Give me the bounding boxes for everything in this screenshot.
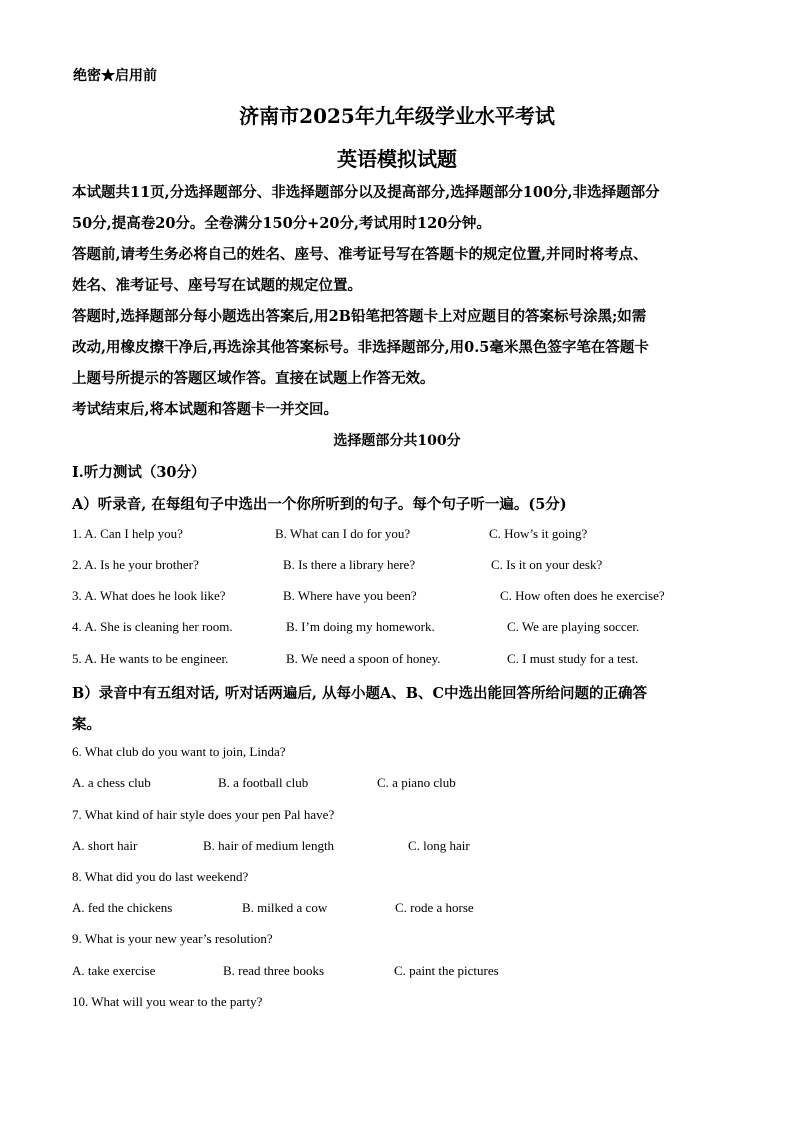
question-option-c: C. a piano club	[377, 775, 456, 790]
secret-label: 绝密★启用前	[73, 68, 157, 84]
question-option-c: C. I must study for a test.	[507, 651, 639, 666]
question-stem: 6. What club do you want to join, Linda?	[72, 744, 286, 759]
question-option-c: C. paint the pictures	[394, 963, 499, 978]
question-option-c: C. We are playing soccer.	[507, 619, 640, 634]
question-option-c: C. long hair	[408, 838, 470, 853]
part-b-instruction: B）录音中有五组对话, 听对话两遍后, 从每小题A、B、C中选出能回答所给问题的正确答	[72, 685, 647, 702]
question-option-a: 5. A. He wants to be engineer.	[72, 651, 229, 666]
question-option-b: B. a football club	[218, 775, 309, 790]
question-option-a: A. take exercise	[72, 963, 156, 978]
question-stem: 9. What is your new year’s resolution?	[72, 931, 273, 946]
question-option-c: C. Is it on your desk?	[491, 557, 603, 572]
intro-line: 考试结束后,将本试题和答题卡一并交回。	[72, 401, 339, 418]
question-option-b: B. I’m doing my homework.	[286, 619, 435, 634]
question-stem: 7. What kind of hair style does your pen Pal have?	[72, 807, 335, 822]
question-option-c: C. How’s it going?	[489, 526, 588, 541]
intro-line: 改动,用橡皮擦干净后,再选涂其他答案标号。非选择题部分,用0.5毫米黑色签字笔在答题卡	[72, 339, 649, 356]
intro-line: 姓名、准考证号、座号写在试题的规定位置。	[72, 277, 362, 294]
exam-subject: 英语模拟试题	[337, 147, 457, 171]
question-option-b: B. read three books	[223, 963, 325, 978]
question-option-a: 2. A. Is he your brother?	[72, 557, 199, 572]
intro-line: 答题时,选择题部分每小题选出答案后,用2B铅笔把答题卡上对应题目的答案标号涂黑;如需	[72, 308, 647, 325]
question-option-b: B. What can I do for you?	[275, 526, 411, 541]
question-stem: 8. What did you do last weekend?	[72, 869, 249, 884]
question-option-b: B. Where have you been?	[283, 588, 417, 603]
question-option-a: A. a chess club	[72, 775, 151, 790]
question-option-b: B. We need a spoon of honey.	[286, 651, 441, 666]
question-option-a: A. short hair	[72, 838, 138, 853]
intro-line: 答题前,请考生务必将自己的姓名、座号、准考证号写在答题卡的规定位置,并同时将考点、	[72, 246, 648, 263]
question-option-c: C. rode a horse	[395, 900, 474, 915]
question-option-a: 4. A. She is cleaning her room.	[72, 619, 233, 634]
question-option-a: A. fed the chickens	[72, 900, 173, 915]
part-a-instruction: A）听录音, 在每组句子中选出一个你所听到的句子。每个句子听一遍。(5分)	[72, 496, 567, 513]
part-b-instruction: 案。	[72, 716, 101, 733]
question-stem: 10. What will you wear to the party?	[72, 994, 263, 1009]
intro-line: 本试题共11页,分选择题部分、非选择题部分以及提高部分,选择题部分100分,非选择题部分	[72, 184, 660, 201]
question-option-c: C. How often does he exercise?	[500, 588, 665, 603]
question-option-b: B. Is there a library here?	[283, 557, 416, 572]
question-option-a: 1. A. Can I help you?	[72, 526, 183, 541]
exam-title: 济南市2025年九年级学业水平考试	[239, 104, 555, 128]
part-heading: 选择题部分共100分	[333, 433, 461, 449]
section-title: I.听力测试（30分）	[72, 464, 206, 481]
intro-line: 50分,提高卷20分。全卷满分150分+20分,考试用时120分钟。	[72, 215, 491, 232]
question-option-b: B. milked a cow	[242, 900, 328, 915]
question-option-a: 3. A. What does he look like?	[72, 588, 226, 603]
question-option-b: B. hair of medium length	[203, 838, 335, 853]
intro-line: 上题号所提示的答题区域作答。直接在试题上作答无效。	[72, 370, 435, 387]
